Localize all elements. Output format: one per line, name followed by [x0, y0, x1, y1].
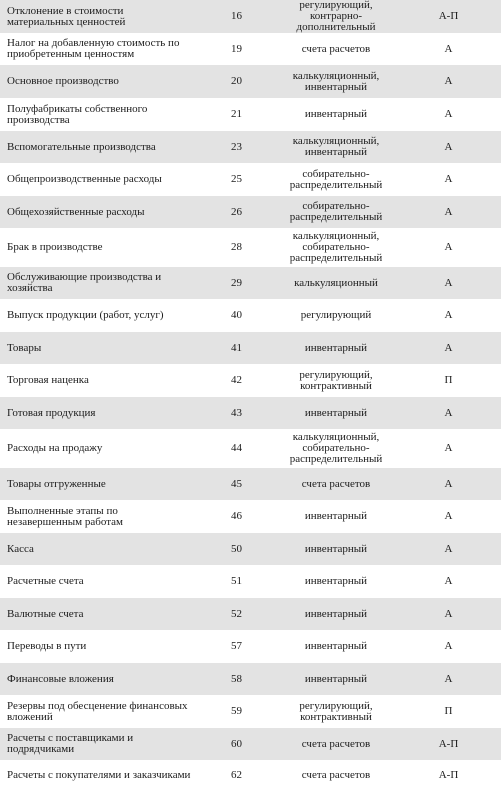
- account-balance-cell: А: [396, 131, 501, 163]
- account-name-cell: Общепроизводственные расходы: [7, 173, 162, 185]
- account-type-cell: инвентарный: [276, 533, 396, 565]
- account-balance-cell: А: [396, 65, 501, 98]
- account-type-cell: регулирующий, контрарно-дополнительный: [276, 0, 396, 33]
- account-balance-cell: А: [396, 598, 501, 630]
- account-number-cell: 25: [231, 173, 242, 185]
- table-row: [0, 397, 501, 429]
- account-number-cell: 60: [197, 728, 276, 760]
- account-balance-cell: А: [444, 309, 453, 321]
- account-name-cell: Готовая продукция: [0, 397, 197, 429]
- account-type-cell: инвентарный: [276, 332, 396, 364]
- account-name-cell: Расчеты с поставщиками и подрядчиками: [0, 728, 197, 760]
- account-number-cell: 19: [231, 42, 242, 55]
- account-type-cell: калькуляционный, инвентарный: [276, 131, 396, 163]
- account-balance-cell: А: [444, 510, 453, 522]
- table-row: [0, 364, 501, 397]
- table-row: [0, 663, 501, 695]
- account-type-cell: собирательно-распределительный: [276, 196, 396, 228]
- account-balance-cell: А-П: [438, 768, 459, 781]
- account-type-cell: инвентарный: [304, 510, 368, 522]
- account-name-cell: Общехозяйственные расходы: [0, 196, 197, 228]
- table-row: [0, 0, 501, 33]
- account-number-cell: 21: [231, 108, 242, 120]
- table-row: [0, 65, 501, 98]
- account-balance-cell: А: [444, 241, 453, 253]
- account-balance-cell: А: [396, 663, 501, 695]
- account-name-cell: Валютные счета: [0, 598, 197, 630]
- account-number-cell: 29: [197, 267, 276, 299]
- account-number-cell: 46: [231, 510, 242, 522]
- account-balance-cell: А: [396, 468, 501, 500]
- account-name-cell: Обслуживающие производства и хозяйства: [0, 267, 197, 299]
- account-type-cell: инвентарный: [304, 640, 368, 652]
- account-balance-cell: А: [444, 640, 453, 652]
- account-name-cell: Резервы под обесценение финансовых вложений: [7, 699, 188, 723]
- account-type-cell: инвентарный: [276, 397, 396, 429]
- account-balance-cell: А: [444, 442, 453, 454]
- account-balance-cell: А-П: [396, 0, 501, 33]
- account-name-cell: Налог на добавленную стоимость по приобретенным ценностям: [7, 37, 180, 60]
- table-row: [0, 760, 501, 790]
- account-name-cell: Товары отгруженные: [0, 468, 197, 500]
- account-balance-cell: А: [396, 196, 501, 228]
- account-number-cell: 45: [197, 468, 276, 500]
- account-name-cell: Касса: [0, 533, 197, 565]
- table-row: [0, 429, 501, 468]
- table-row: [0, 163, 501, 196]
- table-row: [0, 500, 501, 533]
- account-number-cell: 40: [231, 309, 242, 321]
- account-name-cell: Финансовые вложения: [0, 663, 197, 695]
- account-name-cell: Торговая наценка: [7, 374, 89, 386]
- account-name-cell: Выпуск продукции (работ, услуг): [7, 309, 164, 321]
- account-balance-cell: А: [444, 575, 453, 587]
- account-number-cell: 44: [231, 442, 242, 454]
- account-balance-cell: А: [396, 267, 501, 299]
- account-name-cell: Расчеты с покупателями и заказчиками: [7, 768, 191, 781]
- account-type-cell: калькуляционный: [276, 267, 396, 299]
- account-name-cell: Расходы на продажу: [7, 442, 103, 454]
- account-balance-cell: А: [444, 173, 453, 185]
- table-row: [0, 196, 501, 228]
- account-number-cell: 57: [231, 640, 242, 652]
- account-number-cell: 43: [197, 397, 276, 429]
- account-number-cell: 58: [197, 663, 276, 695]
- account-balance-cell: П: [444, 705, 453, 717]
- account-name-cell: Выполненные этапы по незавершенным работам: [7, 504, 123, 528]
- table-row: [0, 33, 501, 65]
- account-name-cell: Отклонение в стоимости материальных ценностей: [0, 0, 197, 33]
- account-balance-cell: А: [444, 108, 453, 120]
- account-type-cell: счета расчетов: [276, 728, 396, 760]
- account-number-cell: 62: [231, 768, 242, 781]
- account-balance-cell: П: [444, 374, 453, 386]
- account-number-cell: 16: [197, 0, 276, 33]
- table-row: [0, 533, 501, 565]
- table-row: [0, 565, 501, 598]
- account-type-cell: калькуляционный, собирательно-распределительный: [289, 431, 383, 465]
- account-balance-cell: А: [396, 397, 501, 429]
- account-balance-cell: А-П: [396, 728, 501, 760]
- table-row: [0, 98, 501, 131]
- account-name-cell: Основное производство: [0, 65, 197, 98]
- account-name-cell: Полуфабрикаты собственного производства: [7, 102, 148, 126]
- account-balance-cell: А: [396, 533, 501, 565]
- account-type-cell: калькуляционный, собирательно-распределительный: [289, 230, 383, 264]
- account-number-cell: 59: [231, 705, 242, 717]
- account-number-cell: 20: [197, 65, 276, 98]
- account-balance-cell: А: [396, 332, 501, 364]
- account-balance-cell: А: [444, 42, 453, 55]
- account-type-cell: инвентарный: [276, 598, 396, 630]
- account-type-cell: собирательно-распределительный: [289, 167, 383, 191]
- account-name-cell: Вспомогательные производства: [0, 131, 197, 163]
- account-type-cell: инвентарный: [304, 575, 368, 587]
- account-number-cell: 41: [197, 332, 276, 364]
- account-type-cell: счета расчетов: [301, 42, 371, 55]
- account-type-cell: инвентарный: [304, 108, 368, 120]
- table-row: [0, 332, 501, 364]
- account-type-cell: регулирующий, контрактивный: [299, 699, 373, 723]
- account-number-cell: 52: [197, 598, 276, 630]
- account-type-cell: калькуляционный, инвентарный: [276, 65, 396, 98]
- table-row: [0, 598, 501, 630]
- account-name-cell: Брак в производстве: [7, 241, 103, 253]
- account-number-cell: 28: [231, 241, 242, 253]
- account-number-cell: 42: [231, 374, 242, 386]
- table-row: [0, 468, 501, 500]
- account-name-cell: Расчетные счета: [7, 575, 84, 587]
- table-row: [0, 267, 501, 299]
- account-type-cell: счета расчетов: [276, 468, 396, 500]
- account-name-cell: Переводы в пути: [7, 640, 87, 652]
- table-row: [0, 299, 501, 332]
- account-type-cell: счета расчетов: [301, 768, 371, 781]
- account-name-cell: Товары: [0, 332, 197, 364]
- account-number-cell: 26: [197, 196, 276, 228]
- account-type-cell: инвентарный: [276, 663, 396, 695]
- table-row: [0, 630, 501, 663]
- account-number-cell: 51: [231, 575, 242, 587]
- account-type-cell: регулирующий, контрактивный: [299, 368, 373, 392]
- table-row: [0, 728, 501, 760]
- account-number-cell: 50: [197, 533, 276, 565]
- table-row: [0, 695, 501, 728]
- table-row: [0, 131, 501, 163]
- account-number-cell: 23: [197, 131, 276, 163]
- table-row: [0, 228, 501, 267]
- account-type-cell: регулирующий: [300, 309, 372, 321]
